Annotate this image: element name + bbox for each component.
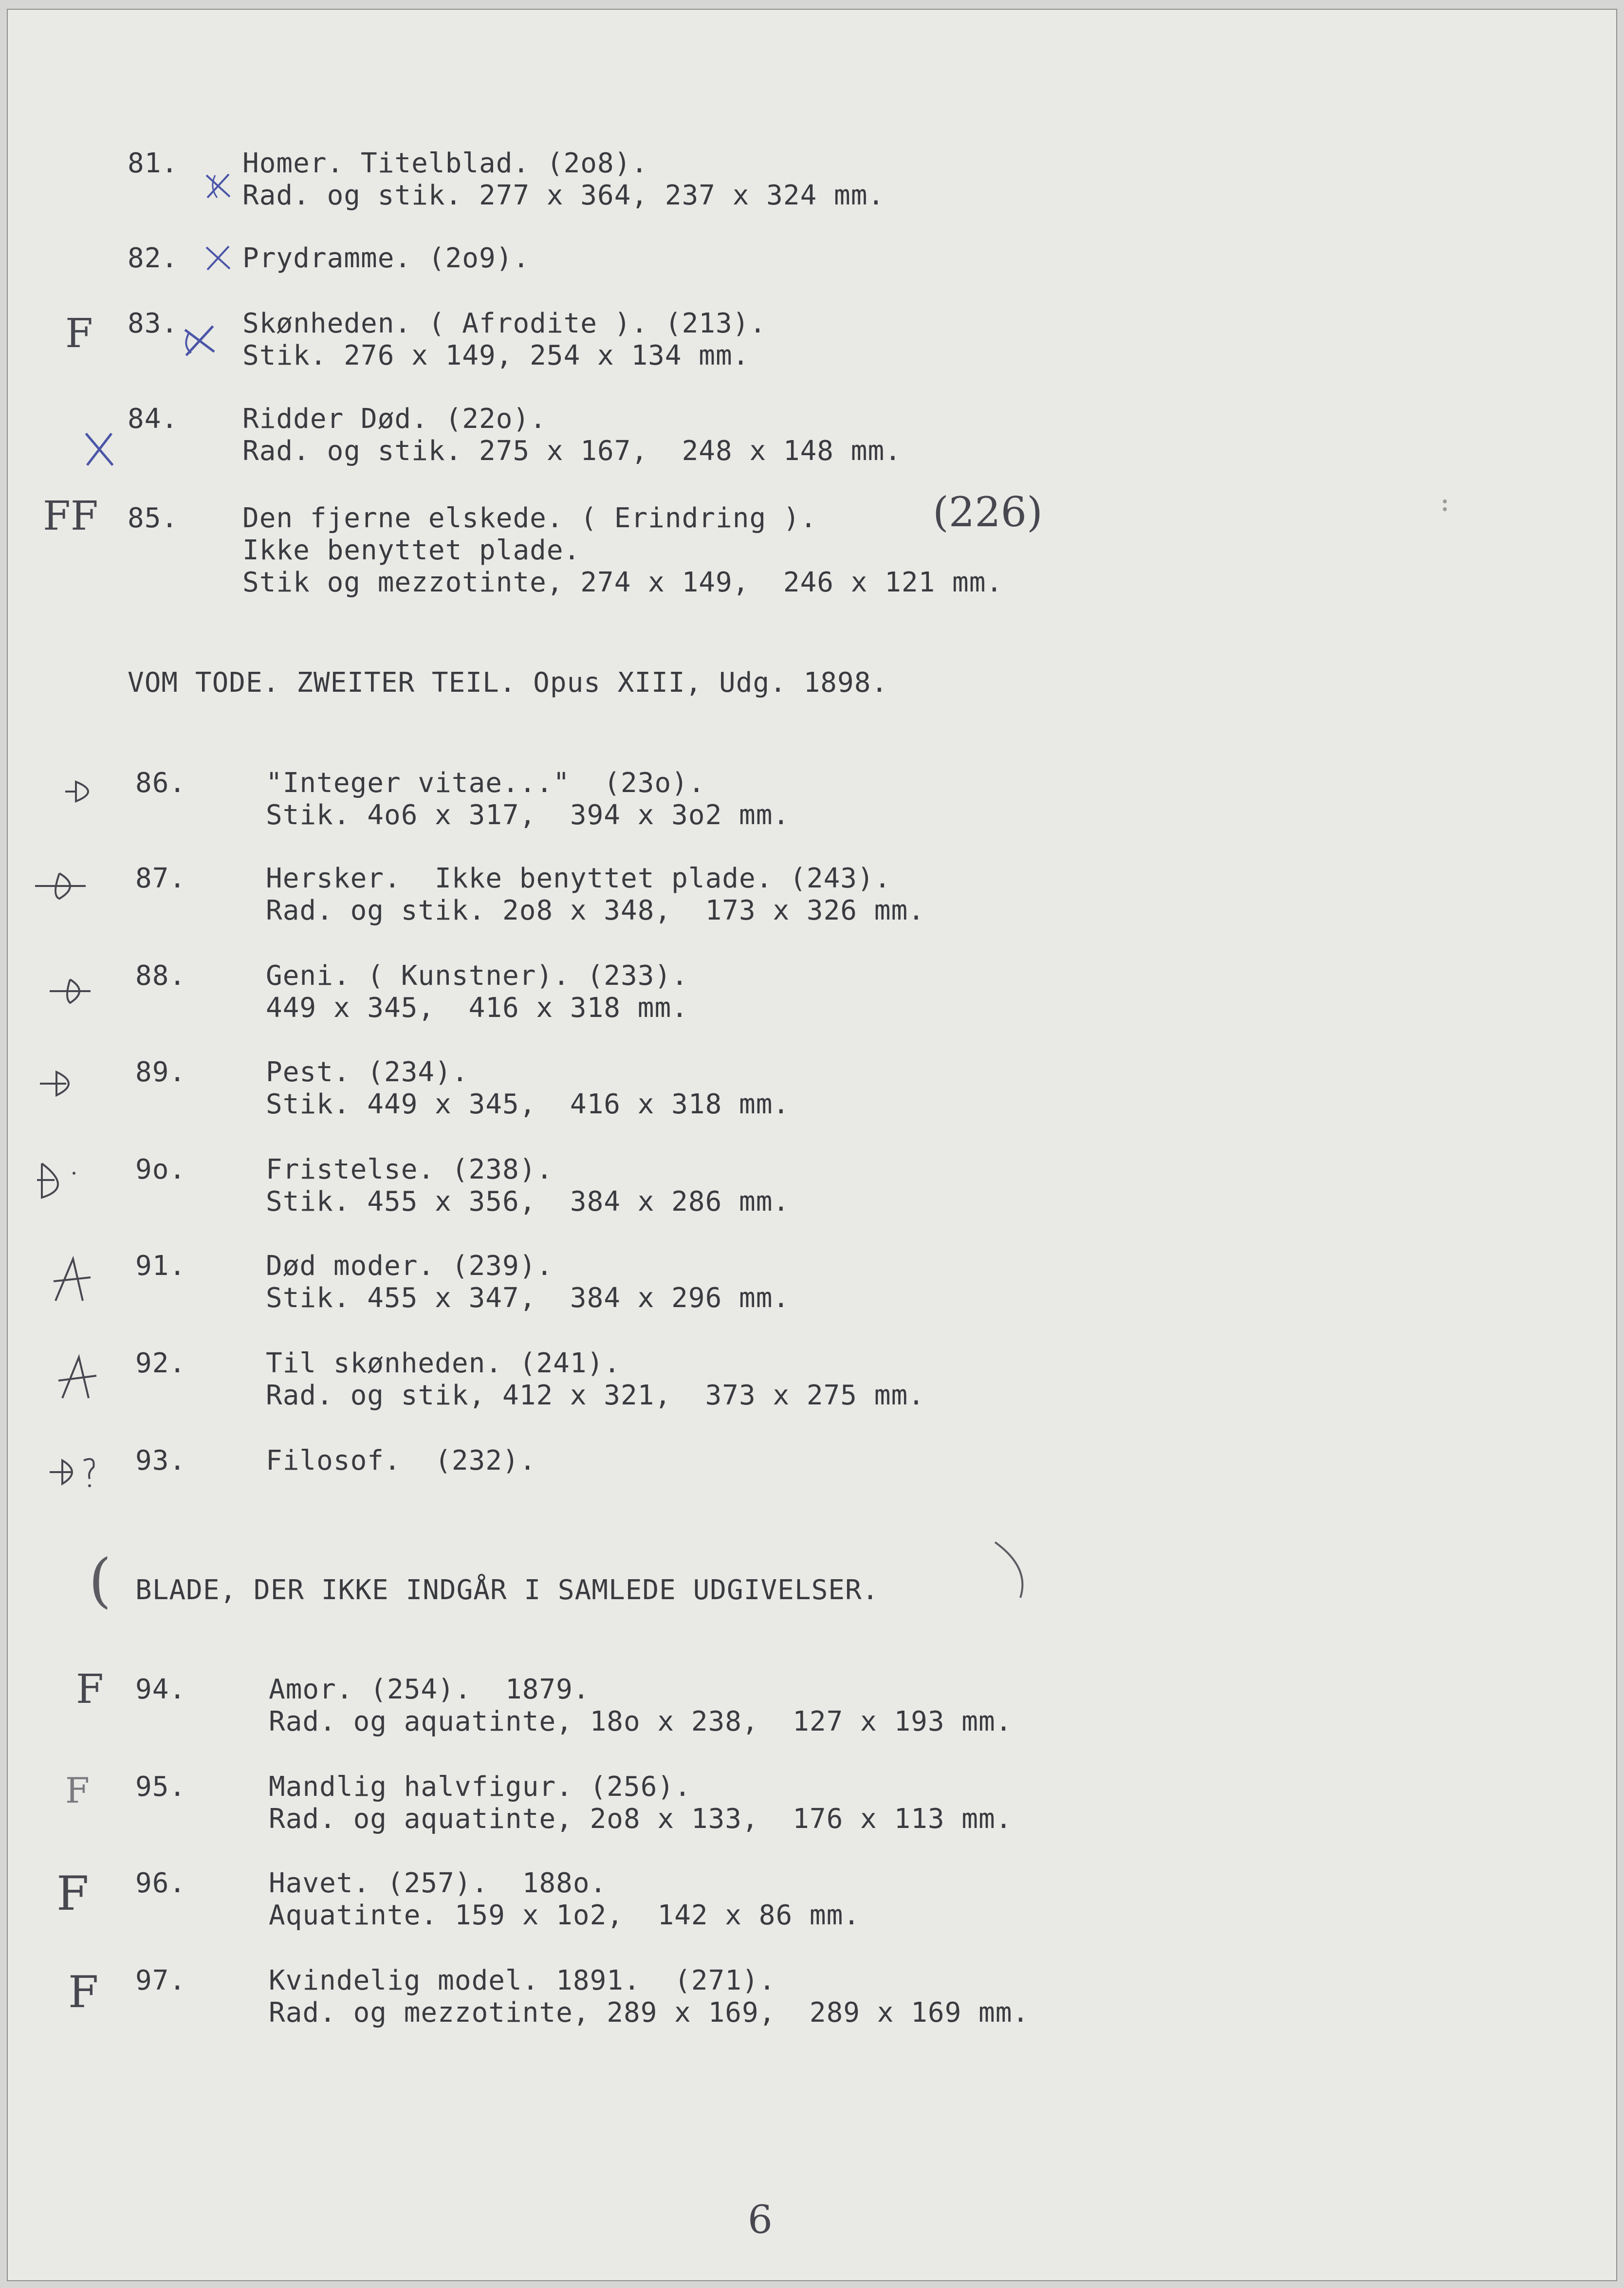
entry-title: Geni. ( Kunstner). (233). — [266, 960, 688, 992]
entry-title: Den fjerne elskede. ( Erindring ). — [242, 502, 817, 534]
entry-number: 86. — [135, 767, 186, 799]
entry-details: Rad. og stik. 277 x 364, 237 x 324 mm. — [242, 180, 885, 211]
entry-title: Kvindelig model. 1891. (271). — [269, 1965, 776, 1996]
punch-mark — [1439, 497, 1451, 516]
section-heading: VOM TODE. ZWEITER TEIL. Opus XIII, Udg. 1898. — [128, 667, 888, 699]
entry-details: Stik og mezzotinte, 274 x 149, 246 x 121 mm. — [242, 567, 1003, 598]
entry-details: Rad. og stik, 412 x 321, 373 x 275 mm. — [266, 1380, 925, 1411]
pencil-mark — [47, 974, 95, 1008]
handwritten-bracket-open: ( — [89, 1547, 111, 1615]
entry-details: Ikke benyttet plade. — [242, 535, 581, 566]
page-number: 6 — [748, 2197, 773, 2242]
section-heading: BLADE, DER IKKE INDGÅR I SAMLEDE UDGIVELSER. — [135, 1574, 879, 1606]
entry-title: Filosof. (232). — [266, 1445, 536, 1476]
entry-details: Rad. og stik. 275 x 167, 248 x 148 mm. — [242, 435, 902, 467]
entry-details: Stik. 4o6 x 317, 394 x 3o2 mm. — [266, 799, 790, 831]
entry-title: Skønheden. ( Afrodite ). (213). — [242, 308, 767, 339]
entry-title: Til skønheden. (241). — [266, 1347, 621, 1379]
entry-details: Stik. 276 x 149, 254 x 134 mm. — [242, 340, 750, 371]
entry-number: 85. — [128, 502, 179, 534]
entry-title: "Integer vitae..." (23o). — [266, 767, 705, 799]
pencil-mark: F — [76, 1666, 104, 1713]
entry-details: 449 x 345, 416 x 318 mm. — [266, 992, 688, 1024]
entry-details: Stik. 455 x 356, 384 x 286 mm. — [266, 1186, 790, 1218]
entry-number: 88. — [135, 960, 186, 992]
entry-details: Rad. og aquatinte, 18o x 238, 127 x 193 mm. — [269, 1706, 1013, 1737]
entry-details: Stik. 449 x 345, 416 x 318 mm. — [266, 1089, 790, 1120]
blue-cross-mark — [80, 427, 119, 471]
entry-details: Rad. og stik. 2o8 x 348, 173 x 326 mm. — [266, 895, 925, 926]
entry-title: Havet. (257). 188o. — [269, 1867, 607, 1899]
entry-details: Rad. og mezzotinte, 289 x 169, 289 x 169 mm. — [269, 1997, 1030, 2029]
entry-number: 96. — [135, 1867, 186, 1899]
entry-number: 9o. — [135, 1154, 186, 1185]
pencil-mark: FF — [43, 493, 98, 539]
entry-title: Prydramme. (2o9). — [242, 242, 530, 274]
entry-title: Død moder. (239). — [266, 1250, 554, 1282]
entry-number: 81. — [128, 148, 179, 179]
entry-number: 93. — [135, 1445, 186, 1476]
entry-number: 83. — [128, 308, 179, 339]
entry-number: 95. — [135, 1771, 186, 1803]
pencil-mark: F — [65, 1770, 90, 1811]
entry-number: 94. — [135, 1674, 186, 1705]
entry-title: Ridder Død. (22o). — [242, 403, 547, 435]
pencil-mark — [45, 1451, 103, 1490]
entry-number: 97. — [135, 1965, 186, 1996]
handwritten-bracket-close — [991, 1538, 1040, 1602]
pencil-mark — [32, 867, 91, 905]
entry-details: Rad. og aquatinte, 2o8 x 133, 176 x 113 mm. — [269, 1803, 1013, 1835]
pencil-mark — [49, 1256, 97, 1305]
pencil-mark: F — [56, 1866, 89, 1921]
pencil-mark — [61, 774, 105, 808]
entry-details: Stik. 455 x 347, 384 x 296 mm. — [266, 1282, 790, 1314]
entry-title: Mandlig halvfigur. (256). — [269, 1771, 691, 1803]
entry-title: Hersker. Ikke benyttet plade. (243). — [266, 863, 891, 894]
entry-title: Amor. (254). 1879. — [269, 1674, 590, 1705]
entry-details: Aquatinte. 159 x 1o2, 142 x 86 mm. — [269, 1900, 861, 1931]
entry-number: 87. — [135, 863, 186, 894]
blue-cross-mark — [180, 321, 219, 360]
entry-number: 92. — [135, 1347, 186, 1379]
entry-number: 82. — [128, 242, 179, 274]
blue-cross-mark — [203, 242, 234, 274]
entry-number: 84. — [128, 403, 179, 435]
pencil-mark — [37, 1066, 86, 1100]
handwritten-annotation: (226) — [933, 488, 1043, 536]
blue-cross-mark — [203, 170, 234, 202]
pencil-mark — [35, 1159, 84, 1202]
pencil-mark: F — [65, 311, 93, 357]
entry-number: 89. — [135, 1056, 186, 1088]
pencil-mark — [55, 1353, 103, 1402]
entry-title: Fristelse. (238). — [266, 1154, 554, 1185]
entry-title: Pest. (234). — [266, 1056, 469, 1088]
document-page — [7, 9, 1617, 2281]
entry-title: Homer. Titelblad. (2o8). — [242, 148, 648, 179]
entry-number: 91. — [135, 1250, 186, 1282]
pencil-mark: F — [68, 1967, 99, 2018]
